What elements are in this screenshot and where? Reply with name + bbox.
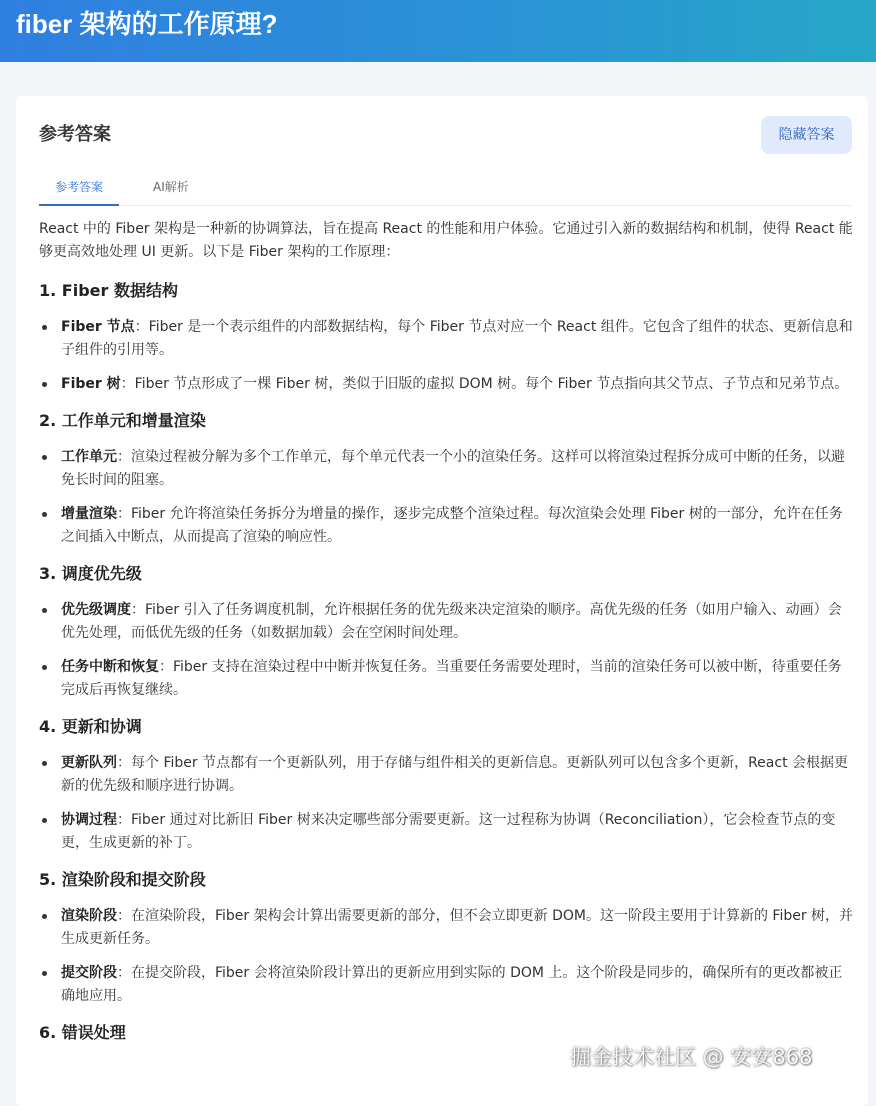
section-list xyxy=(39,446,854,549)
tab-ai-analysis[interactable]: AI解析 xyxy=(153,180,189,194)
item-text: ：在提交阶段，Fiber 会将渲染阶段计算出的更新应用到实际的 DOM 上。这个阶段是同步的，确保所有的更改都被正确地应用。 xyxy=(61,965,843,1004)
list-item xyxy=(39,809,854,855)
item-text: ：Fiber 引入了任务调度机制，允许根据任务的优先级来决定渲染的顺序。高优先级的任务（如用户输入、动画）会优先处理，而低优先级的任务（如数据加载）会在空闲时间处理。 xyxy=(61,602,842,641)
item-term: Fiber 树 xyxy=(61,376,121,392)
item-text: ：在渲染阶段，Fiber 架构会计算出需要更新的部分，但不会立即更新 DOM。这一阶段主要用于计算新的 Fiber 树，并生成更新任务。 xyxy=(61,908,854,947)
section-list xyxy=(39,752,854,855)
item-text: ：渲染过程被分解为多个工作单元，每个单元代表一个小的渲染任务。这样可以将渲染过程拆分成可中断的任务，以避免长时间的阻塞。 xyxy=(61,449,845,488)
list-item xyxy=(39,905,854,951)
tab-reference-answer[interactable]: 参考答案 xyxy=(39,174,119,206)
bullet-icon xyxy=(42,818,47,823)
card-title: 参考答案 xyxy=(39,124,111,145)
bullet-icon xyxy=(42,382,47,387)
bullet-icon xyxy=(42,971,47,976)
bullet-icon xyxy=(42,914,47,919)
item-term: 优先级调度 xyxy=(61,602,131,618)
list-item xyxy=(39,316,854,362)
item-text: ：Fiber 节点形成了一棵 Fiber 树，类似于旧版的虚拟 DOM 树。每个 Fiber 节点指向其父节点、子节点和兄弟节点。 xyxy=(120,376,849,392)
list-item xyxy=(39,373,854,396)
item-term: 协调过程 xyxy=(61,812,117,828)
section-list xyxy=(39,599,854,702)
item-text: ：Fiber 允许将渲染任务拆分为增量的操作，逐步完成整个渲染过程。每次渲染会处理 Fiber 树的一部分，允许在任务之间插入中断点，从而提高了渲染的响应性。 xyxy=(61,506,843,545)
answer-card xyxy=(16,96,868,1106)
item-text: ：每个 Fiber 节点都有一个更新队列，用于存储与组件相关的更新信息。更新队列可以包含多个更新，React 会根据更新的优先级和顺序进行协调。 xyxy=(61,755,849,794)
list-item xyxy=(39,446,854,492)
item-text: ：Fiber 通过对比新旧 Fiber 树来决定哪些部分需要更新。这一过程称为协调（Reconciliation），它会检查节点的变更，生成更新的补丁。 xyxy=(61,812,836,851)
list-item xyxy=(39,656,854,702)
watermark-juejin: 掘金技术社区 @ 安安868 xyxy=(570,1045,813,1069)
section-heading: 5. 渲染阶段和提交阶段 xyxy=(39,870,206,889)
item-term: 更新队列 xyxy=(61,755,117,771)
item-text: ：Fiber 是一个表示组件的内部数据结构，每个 Fiber 节点对应一个 React 组件。它包含了组件的状态、更新信息和子组件的引用等。 xyxy=(61,319,853,358)
bullet-icon xyxy=(42,608,47,613)
item-term: 提交阶段 xyxy=(61,965,117,981)
answer-tabs xyxy=(39,174,852,206)
list-item xyxy=(39,503,854,549)
answer-content xyxy=(39,218,854,1058)
section-heading: 1. Fiber 数据结构 xyxy=(39,281,178,300)
section-list xyxy=(39,905,854,1008)
list-item xyxy=(39,752,854,798)
intro-paragraph: React 中的 Fiber 架构是一种新的协调算法，旨在提高 React 的性能和用户体验。它通过引入新的数据结构和机制，使得 React 能够更高效地处理 UI 更新。以下是 Fiber 架构的工作原理： xyxy=(39,221,853,260)
list-item xyxy=(39,962,854,1008)
item-term: 工作单元 xyxy=(61,449,117,465)
section-list xyxy=(39,316,854,396)
section-heading: 4. 更新和协调 xyxy=(39,717,142,736)
bullet-icon xyxy=(42,512,47,517)
bullet-icon xyxy=(42,761,47,766)
section-heading: 3. 调度优先级 xyxy=(39,564,142,583)
section-heading: 2. 工作单元和增量渲染 xyxy=(39,411,206,430)
bullet-icon xyxy=(42,455,47,460)
hide-answer-button[interactable]: 隐藏答案 xyxy=(761,116,852,154)
page-header xyxy=(0,0,876,62)
item-text: ：Fiber 支持在渲染过程中中断并恢复任务。当重要任务需要处理时，当前的渲染任务可以被中断，待重要任务完成后再恢复继续。 xyxy=(61,659,842,698)
section-heading: 6. 错误处理 xyxy=(39,1023,126,1042)
item-term: Fiber 节点 xyxy=(61,319,135,335)
page-title: fiber 架构的工作原理? xyxy=(16,9,278,39)
bullet-icon xyxy=(42,325,47,330)
list-item xyxy=(39,599,854,645)
item-term: 渲染阶段 xyxy=(61,908,117,924)
item-term: 任务中断和恢复 xyxy=(61,659,159,675)
item-term: 增量渲染 xyxy=(61,506,117,522)
bullet-icon xyxy=(42,665,47,670)
